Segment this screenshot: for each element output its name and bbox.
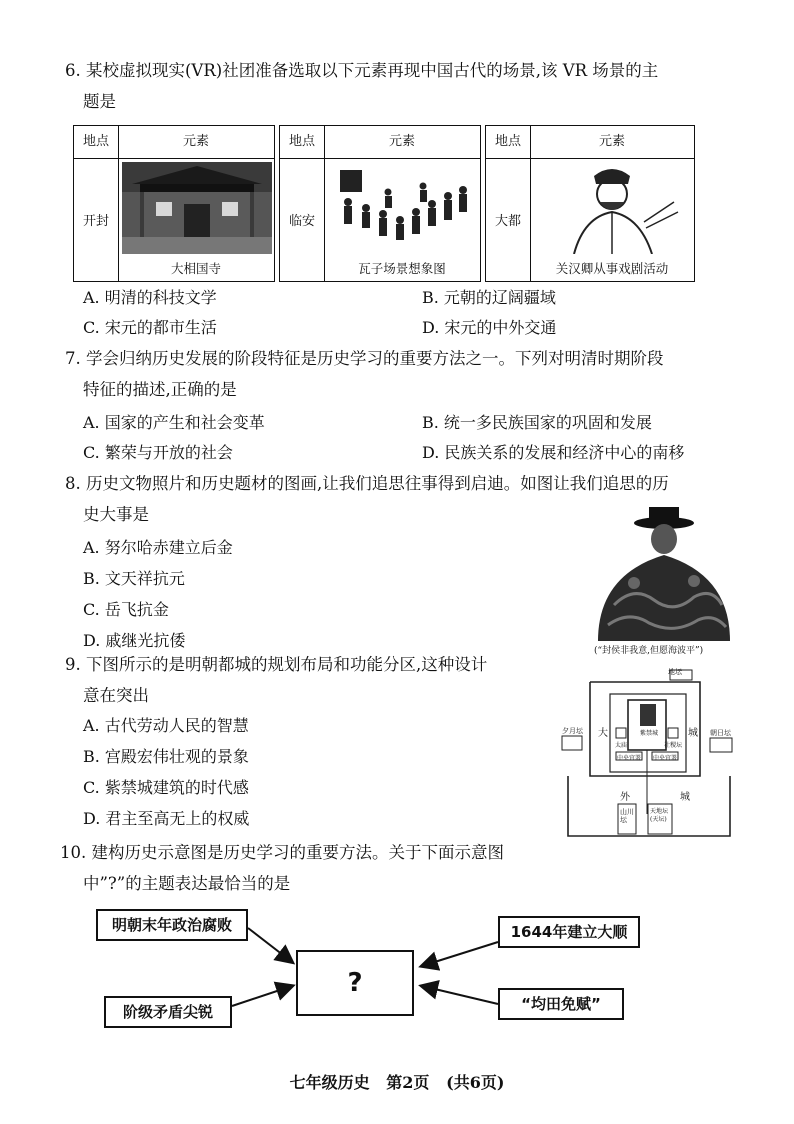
- q6-panel-dadu: [485, 125, 695, 282]
- q6-stem-line2: 题是: [83, 92, 116, 111]
- panel-header-place: 地点: [486, 126, 531, 158]
- q9-option-c[interactable]: C. 紫禁城建筑的时代感: [83, 778, 249, 797]
- panel-header-element: 元素: [182, 134, 209, 149]
- q9-stem-line1: 9. 下图所示的是明朝都城的规划布局和功能分区,这种设计: [65, 655, 488, 674]
- wazi-scene-image: [328, 162, 478, 254]
- q9-option-a[interactable]: A. 古代劳动人民的智慧: [83, 716, 249, 735]
- map-label-gov-left: 中央官署: [617, 755, 642, 762]
- q10-box-class-conflict: 阶级矛盾尖锐: [104, 996, 232, 1028]
- panel-caption: 瓦子场景想象图: [358, 261, 446, 276]
- map-label-forbidden-city: 紫禁城: [640, 730, 659, 737]
- q6-option-a[interactable]: A. 明清的科技文学: [83, 288, 217, 307]
- q7-option-b[interactable]: B. 统一多民族国家的巩固和发展: [422, 413, 652, 432]
- ming-capital-map: [560, 664, 738, 840]
- panel-caption: 关汉卿从事戏剧活动: [555, 261, 669, 276]
- q10-box-dashun: 1644年建立大顺: [498, 916, 640, 948]
- temple-image: [122, 162, 272, 254]
- map-label-outer-cheng: 城: [680, 792, 690, 803]
- q7-option-c[interactable]: C. 繁荣与开放的社会: [83, 443, 233, 462]
- q6-option-d[interactable]: D. 宋元的中外交通: [422, 318, 557, 337]
- guan-hanqing-portrait: [534, 162, 692, 254]
- q7-option-a[interactable]: A. 国家的产生和社会变革: [83, 413, 265, 432]
- panel-place: 临安: [280, 158, 325, 281]
- qi-jiguang-portrait: [594, 505, 734, 641]
- panel-place: 大都: [486, 158, 531, 281]
- q9-option-b[interactable]: B. 宫殿宏伟壮观的景象: [83, 747, 249, 766]
- panel-header-place: 地点: [280, 126, 325, 158]
- q6-option-c[interactable]: C. 宋元的都市生活: [83, 318, 217, 337]
- panel-place: 开封: [74, 158, 119, 281]
- map-label-ditan: 地坛: [668, 668, 682, 676]
- q8-stem-line1: 8. 历史文物照片和历史题材的图画,让我们追思往事得到启迪。如图让我们追思的历: [65, 474, 669, 493]
- page-footer: 七年级历史 第2页 (共6页): [289, 1073, 505, 1092]
- map-label-taimiao: 太庙: [615, 742, 628, 749]
- q6-panel-linan: [279, 125, 481, 282]
- q6-panel-kaifeng: [73, 125, 275, 282]
- panel-header-element: 元素: [388, 134, 415, 149]
- map-label-xiyuetan: 夕月坛: [562, 727, 583, 735]
- q10-center-box: ?: [296, 950, 414, 1016]
- q10-stem-line1: 10. 建构历史示意图是历史学习的重要方法。关于下面示意图: [60, 843, 504, 862]
- map-label-gov-right: 中央官署: [653, 755, 678, 762]
- map-label-cheng: 城: [688, 728, 698, 739]
- panel-header-place: 地点: [74, 126, 119, 158]
- q10-box-land-tax: “均田免赋”: [498, 988, 624, 1020]
- map-label-chaoritan: 朝日坛: [710, 729, 731, 737]
- q6-stem-line1: 6. 某校虚拟现实(VR)社团准备选取以下元素再现中国古代的场景,该 VR 场景的主: [65, 61, 659, 80]
- map-label-shanchuantan: 山川坛: [620, 808, 634, 824]
- q8-stem-line2: 史大事是: [83, 505, 149, 524]
- q8-option-b[interactable]: B. 文天祥抗元: [83, 569, 185, 588]
- q10-stem-line2: 中”?”的主题表达最恰当的是: [83, 874, 291, 893]
- q6-option-b[interactable]: B. 元朝的辽阔疆域: [422, 288, 556, 307]
- q7-stem-line1: 7. 学会归纳历史发展的阶段特征是历史学习的重要方法之一。下列对明清时期阶段: [65, 349, 664, 368]
- q8-option-d[interactable]: D. 戚继光抗倭: [83, 631, 186, 650]
- panel-caption: 大相国寺: [170, 261, 221, 276]
- q8-option-a[interactable]: A. 努尔哈赤建立后金: [83, 538, 233, 557]
- q9-stem-line2: 意在突出: [83, 686, 149, 705]
- q9-option-d[interactable]: D. 君主至高无上的权威: [83, 809, 250, 828]
- map-label-da: 大: [598, 728, 608, 739]
- q10-box-political-corruption: 明朝末年政治腐败: [96, 909, 248, 941]
- map-label-shejitan: 社稷坛: [664, 742, 683, 749]
- q8-option-c[interactable]: C. 岳飞抗金: [83, 600, 169, 619]
- q7-stem-line2: 特征的描述,正确的是: [83, 380, 237, 399]
- portrait-caption: (“封侯非我意,但愿海波平”): [594, 646, 704, 656]
- panel-header-element: 元素: [598, 134, 625, 149]
- q7-option-d[interactable]: D. 民族关系的发展和经济中心的南移: [422, 443, 685, 462]
- map-label-wai: 外: [620, 792, 630, 803]
- map-label-tiantan: 天地坛(天坛): [650, 808, 669, 823]
